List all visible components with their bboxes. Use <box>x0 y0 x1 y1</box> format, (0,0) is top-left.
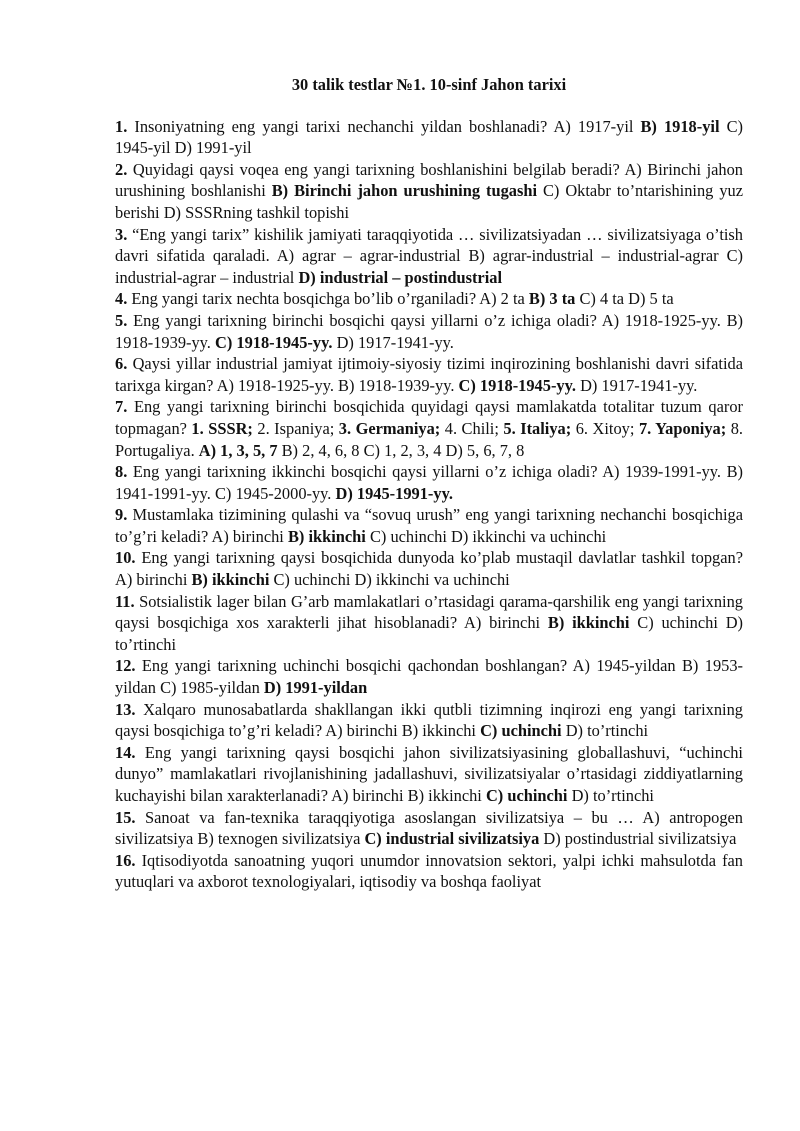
question-item <box>115 461 743 504</box>
question-item <box>115 116 743 159</box>
question-text: C) 4 ta D) 5 ta <box>575 289 674 309</box>
question-item <box>115 504 743 547</box>
question-list <box>115 116 743 893</box>
question-number: 7. <box>115 397 128 417</box>
question-item <box>115 288 743 310</box>
question-number: 10. <box>115 548 136 568</box>
answer-highlighted: B) 1918-yil <box>640 116 720 136</box>
question-item <box>115 547 743 590</box>
question-text: D) to’rtinchi <box>567 786 654 805</box>
question-text: Eng yangi tarixning qaysi bosqichida dunyoda ko’plab mustaqil davlatlar tashkil topgan? A) birinchi <box>115 548 743 590</box>
question-item <box>115 655 743 698</box>
answer-highlighted: B) 3 ta <box>528 289 576 309</box>
question-text: Xalqaro munosabatlarda shakllangan ikki qutbli tizimning inqirozi eng yangi tarixning qaysi bosqichiga to’g’ri keladi? A) birinchi B) ikkinchi <box>115 699 743 741</box>
answer-highlighted: C) 1918-1945-yy. <box>458 375 576 395</box>
question-item <box>115 224 743 289</box>
question-text: Qaysi yillar industrial jamiyat ijtimoiy-siyosiy tizimi inqirozining boshlanishi davri sifatida tarixga kirgan? A) 1918-1925-yy. B) 1918-1939-yy. <box>115 354 743 395</box>
question-text: B) 2, 4, 6, 8 C) 1, 2, 3, 4 D) 5, 6, 7, 8 <box>277 440 525 460</box>
answer-highlighted: C) uchinchi <box>480 721 562 741</box>
question-number: 13. <box>115 699 136 719</box>
question-text: Sanoat va fan-texnika taraqqiyotiga asoslangan sivilizatsiya – bu … A) antropogen sivilizatsiya B) texnogen sivilizatsiya <box>115 807 743 849</box>
question-text: D) 1917-1941-yy. <box>332 332 454 352</box>
question-text: 2. Ispaniya; <box>252 418 339 438</box>
answer-highlighted: 3. Germaniya; <box>338 418 441 438</box>
answer-highlighted: C) 1918-1945-yy. <box>215 332 333 352</box>
question-item <box>115 159 743 224</box>
question-item <box>115 699 743 742</box>
question-text: Iqtisodiyotda sanoatning yuqori unumdor innovatsion sektori, yalpi ichki mahsulotda fan yutuqlari va axborot texnologiyalari, iqtisodiy va boshqa faoliyat <box>115 850 743 892</box>
question-number: 16. <box>115 850 136 870</box>
question-item <box>115 850 743 893</box>
document-title: 30 talik testlar №1. 10-sinf Jahon tarixi <box>291 75 567 94</box>
question-item <box>115 742 743 807</box>
question-text: 6. Xitoy; <box>571 418 639 438</box>
question-text: “Eng yangi tarix” kishilik jamiyati taraqqiyotida … sivilizatsiyadan … sivilizatsiyaga o’tish davri sifatida qaraladi. A) agrar – agrar-industrial B) agrar-industrial – industrial-agrar C) industrial-agrar – industrial <box>115 224 743 287</box>
question-text: D) postindustrial sivilizatsiya <box>539 829 737 849</box>
question-number: 11. <box>115 591 135 611</box>
question-item <box>115 807 743 850</box>
question-text: Eng yangi tarixning ikkinchi bosqichi qaysi yillarni o’z ichiga oladi? A) 1939-1991-yy. B) 1941-1991-yy. C) 1945-2000-yy. <box>115 462 743 503</box>
question-text: C) 1945-yil D) 1991-yil <box>115 116 743 158</box>
question-number: 1. <box>115 116 128 136</box>
question-item <box>115 353 743 396</box>
question-text: C) uchinchi D) ikkinchi va uchinchi <box>269 570 510 590</box>
question-number: 9. <box>115 505 128 525</box>
answer-highlighted: B) ikkinchi <box>547 613 630 633</box>
question-text: Quyidagi qaysi voqea eng yangi tarixning boshlanishini belgilab beradi? A) Birinchi jahon urushining boshlanishi <box>115 159 743 201</box>
question-number: 4. <box>115 289 128 309</box>
question-text: C) Oktabr to’ntarishining yuz berishi D) SSSRning tashkil topishi <box>115 181 743 222</box>
question-number: 5. <box>115 310 128 330</box>
question-item <box>115 396 743 461</box>
question-item <box>115 591 743 656</box>
answer-highlighted: C) industrial sivilizatsiya <box>364 829 540 849</box>
answer-highlighted: 5. Italiya; <box>503 418 572 438</box>
question-text: 8. Portugaliya. <box>115 418 743 460</box>
question-text: Eng yangi tarixning qaysi bosqichi jahon sivilizatsiyasining globallashuvi, “uchinchi dunyo” mamlakatlari rivojlanishining jadallashuvi, sivilizatsiyalar o’rtasidagi ziddiyatlarning kuchayishi bilan xarakterlanadi? A) birinchi B) ikkinchi <box>115 742 743 805</box>
question-number: 14. <box>115 742 136 762</box>
answer-highlighted: D) 1991-yildan <box>263 678 368 698</box>
answer-highlighted: D) 1945-1991-yy. <box>335 483 453 503</box>
question-number: 3. <box>115 224 128 244</box>
question-text: Mustamlaka tizimining qulashi va “sovuq urush” eng yangi tarixning nechanchi bosqichiga to’g’ri keladi? A) birinchi <box>115 505 743 546</box>
question-number: 8. <box>115 462 128 482</box>
answer-highlighted: B) Birinchi jahon urushining tugashi <box>271 181 538 201</box>
answer-highlighted: B) ikkinchi <box>191 570 270 590</box>
question-text: C) uchinchi D) ikkinchi va uchinchi <box>365 526 607 546</box>
answer-highlighted: D) industrial – postindustrial <box>298 267 502 287</box>
question-text: Sotsialistik lager bilan G’arb mamlakatlari o’rtasidagi qarama-qarshilik eng yangi tarixning qaysi bosqichiga xos xarakterli jihat hisoblanadi? A) birinchi <box>115 591 743 633</box>
answer-highlighted: B) ikkinchi <box>287 526 366 546</box>
question-text: 4. Chili; <box>440 418 504 438</box>
question-text: C) uchinchi D) to’rtinchi <box>115 613 743 654</box>
question-text: D) to’rtinchi <box>561 721 649 741</box>
answer-highlighted: 1. SSSR; <box>191 418 253 438</box>
question-text: Eng yangi tarixning birinchi bosqichida quyidagi qaysi mamlakatda totalitar tuzum qaror topmagan? <box>115 397 743 438</box>
question-text: Insoniyatning eng yangi tarixi nechanchi yildan boshlanadi? A) 1917-yil <box>127 116 641 136</box>
answer-highlighted: A) 1, 3, 5, 7 <box>198 440 278 460</box>
question-number: 12. <box>115 656 136 676</box>
answer-highlighted: C) uchinchi <box>485 786 568 805</box>
question-text: Eng yangi tarixning uchinchi bosqichi qachondan boshlangan? A) 1945-yildan B) 1953-yildan C) 1985-yildan <box>115 656 743 698</box>
question-text: Eng yangi tarixning birinchi bosqichi qaysi yillarni o’z ichiga oladi? A) 1918-1925-yy. B) 1918-1939-yy. <box>115 310 743 352</box>
answer-highlighted: 7. Yaponiya; <box>638 418 727 438</box>
document-page <box>115 74 743 893</box>
question-item <box>115 310 743 353</box>
question-text: Eng yangi tarix nechta bosqichga bo’lib o’rganiladi? A) 2 ta <box>127 289 529 309</box>
question-number: 15. <box>115 807 136 827</box>
question-number: 2. <box>115 159 128 179</box>
question-number: 6. <box>115 354 128 374</box>
question-text: D) 1917-1941-yy. <box>576 375 698 395</box>
